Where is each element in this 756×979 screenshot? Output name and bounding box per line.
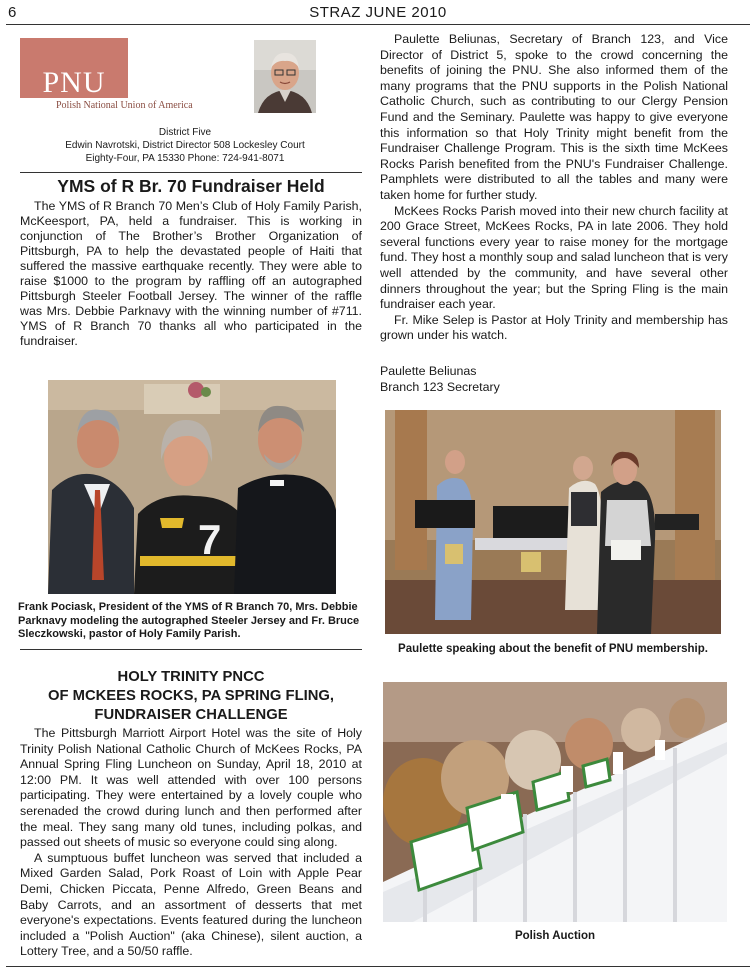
speaking-photo	[385, 410, 721, 634]
district-director: Edwin Navrotski, District Director 508 Lockesley Court	[65, 140, 305, 151]
signature-name: Paulette Beliunas	[380, 364, 477, 378]
article2-paragraph: Paulette Beliunas, Secretary of Branch 123, and Vice Director of District 5, spoke to the crowd concerning the benefits of joining the PNU. She also informed them of the many programs that the PNU supports in the Polish National Catholic Church, such as contributing to our Clergy Pension Fund and the Seminary. Paulette was happy to give everyone this information so that Holy Trinity might benefit from the Fundraiser Challenge Program. This is the sixth time McKees Rocks Parish benefited from the PNU's Fundraiser Challenge. Pamphlets were distributed to all the tables and many were taken home for further study.	[380, 32, 728, 202]
pnu-logo-text: PNU	[42, 66, 106, 99]
district-info	[20, 126, 350, 165]
page-number: 6	[8, 4, 17, 21]
article2-title-line: HOLY TRINITY PNCC	[117, 669, 265, 685]
section-rule	[20, 649, 362, 650]
article2-title	[20, 668, 362, 725]
pnu-logo-tagline: Polish National Union of America	[56, 100, 193, 111]
article2-paragraph: McKees Rocks Parish moved into their new church facility at 200 Grace Street, McKees Rocks, PA in late 2006. They hold several functions every year to raise money for the mortgage fund. They host a monthly soup and salad luncheon that is very well attended by the community, and have several other dinners throughout the year; but the Spring Fling is the main fundraiser each year.	[380, 203, 728, 312]
article1-title: YMS of R Br. 70 Fundraiser Held	[57, 176, 325, 196]
article1-paragraph: The YMS of R Branch 70 Men’s Club of Holy Family Parish, McKeesport, PA, held a fundraiser. This is working in conjunction of The Brother’s Brother Organization of Pittsburgh, PA to help the devastated people of Haiti that suffered the massive earthquake recently. They were able to raise $1000 to the program by raffling off an autographed Pittsburgh Steeler Football Jersey. The winner of the raffle was Mrs. Debbie Parknavy with the winning number of #711. YMS of R Branch 70 thanks all who participated in the fundraiser.	[20, 199, 362, 348]
article2-title-line: OF MCKEES ROCKS, PA SPRING FLING,	[47, 688, 335, 704]
article2-paragraph: Fr. Mike Selep is Pastor at Holy Trinity and membership has grown under his watch.	[380, 312, 728, 343]
speaking-photo-caption: Paulette speaking about the benefit of PNU membership.	[398, 643, 708, 655]
director-portrait	[254, 40, 316, 113]
fundraiser-photo	[48, 380, 336, 594]
district-name: District Five	[158, 127, 212, 138]
article2-body-left	[20, 726, 362, 960]
newsletter-header: STRAZ JUNE 2010	[309, 4, 447, 21]
article2-title-line: FUNDRAISER CHALLENGE	[94, 707, 288, 723]
article1-body	[20, 199, 362, 349]
article2-body-right	[380, 32, 728, 344]
header-rule	[6, 24, 750, 25]
signature	[380, 364, 500, 395]
auction-photo	[383, 682, 727, 922]
auction-photo-caption: Polish Auction	[514, 930, 596, 942]
jersey-number: 7	[198, 516, 222, 563]
signature-title: Branch 123 Secretary	[380, 379, 500, 394]
article2-paragraph: A sumptuous buffet luncheon was served that included a Mixed Garden Salad, Pork Roast of Loin with Apple Pear Demi, Chicken Piccata, Penne Alfredo, Green Beans and Baby Carrots, and an assortment of desserts that met everyone's expectations. Events featured during the luncheon included a "Polish Auction" (aka Chinese), silent auction, a Lottery Tree, and a 50/50 raffle.	[20, 850, 362, 959]
fundraiser-photo-caption: Frank Pociask, President of the YMS of R Branch 70, Mrs. Debbie Parknavy modeling the autographed Steeler Jersey and Fr. Bruce Sleczkowski, pastor of Holy Family Parish.	[18, 601, 360, 640]
article2-paragraph: The Pittsburgh Marriott Airport Hotel was the site of Holy Trinity Polish National Catholic Church of McKees Rocks, PA Annual Spring Fling Luncheon on Sunday, April 18, 2010 at 12:00 PM. It was well attended with over 100 persons participating. They were entertained by a lovely couple who serenaded the crowd during lunch and then performed after the meal. They sang many old tunes, including polkas, and passed out sheets of music so everyone could sing along.	[20, 726, 362, 850]
section-rule	[20, 172, 362, 173]
footer-rule	[6, 966, 750, 967]
district-address: Eighty-Four, PA 15330 Phone: 724-941-8071	[85, 153, 285, 164]
